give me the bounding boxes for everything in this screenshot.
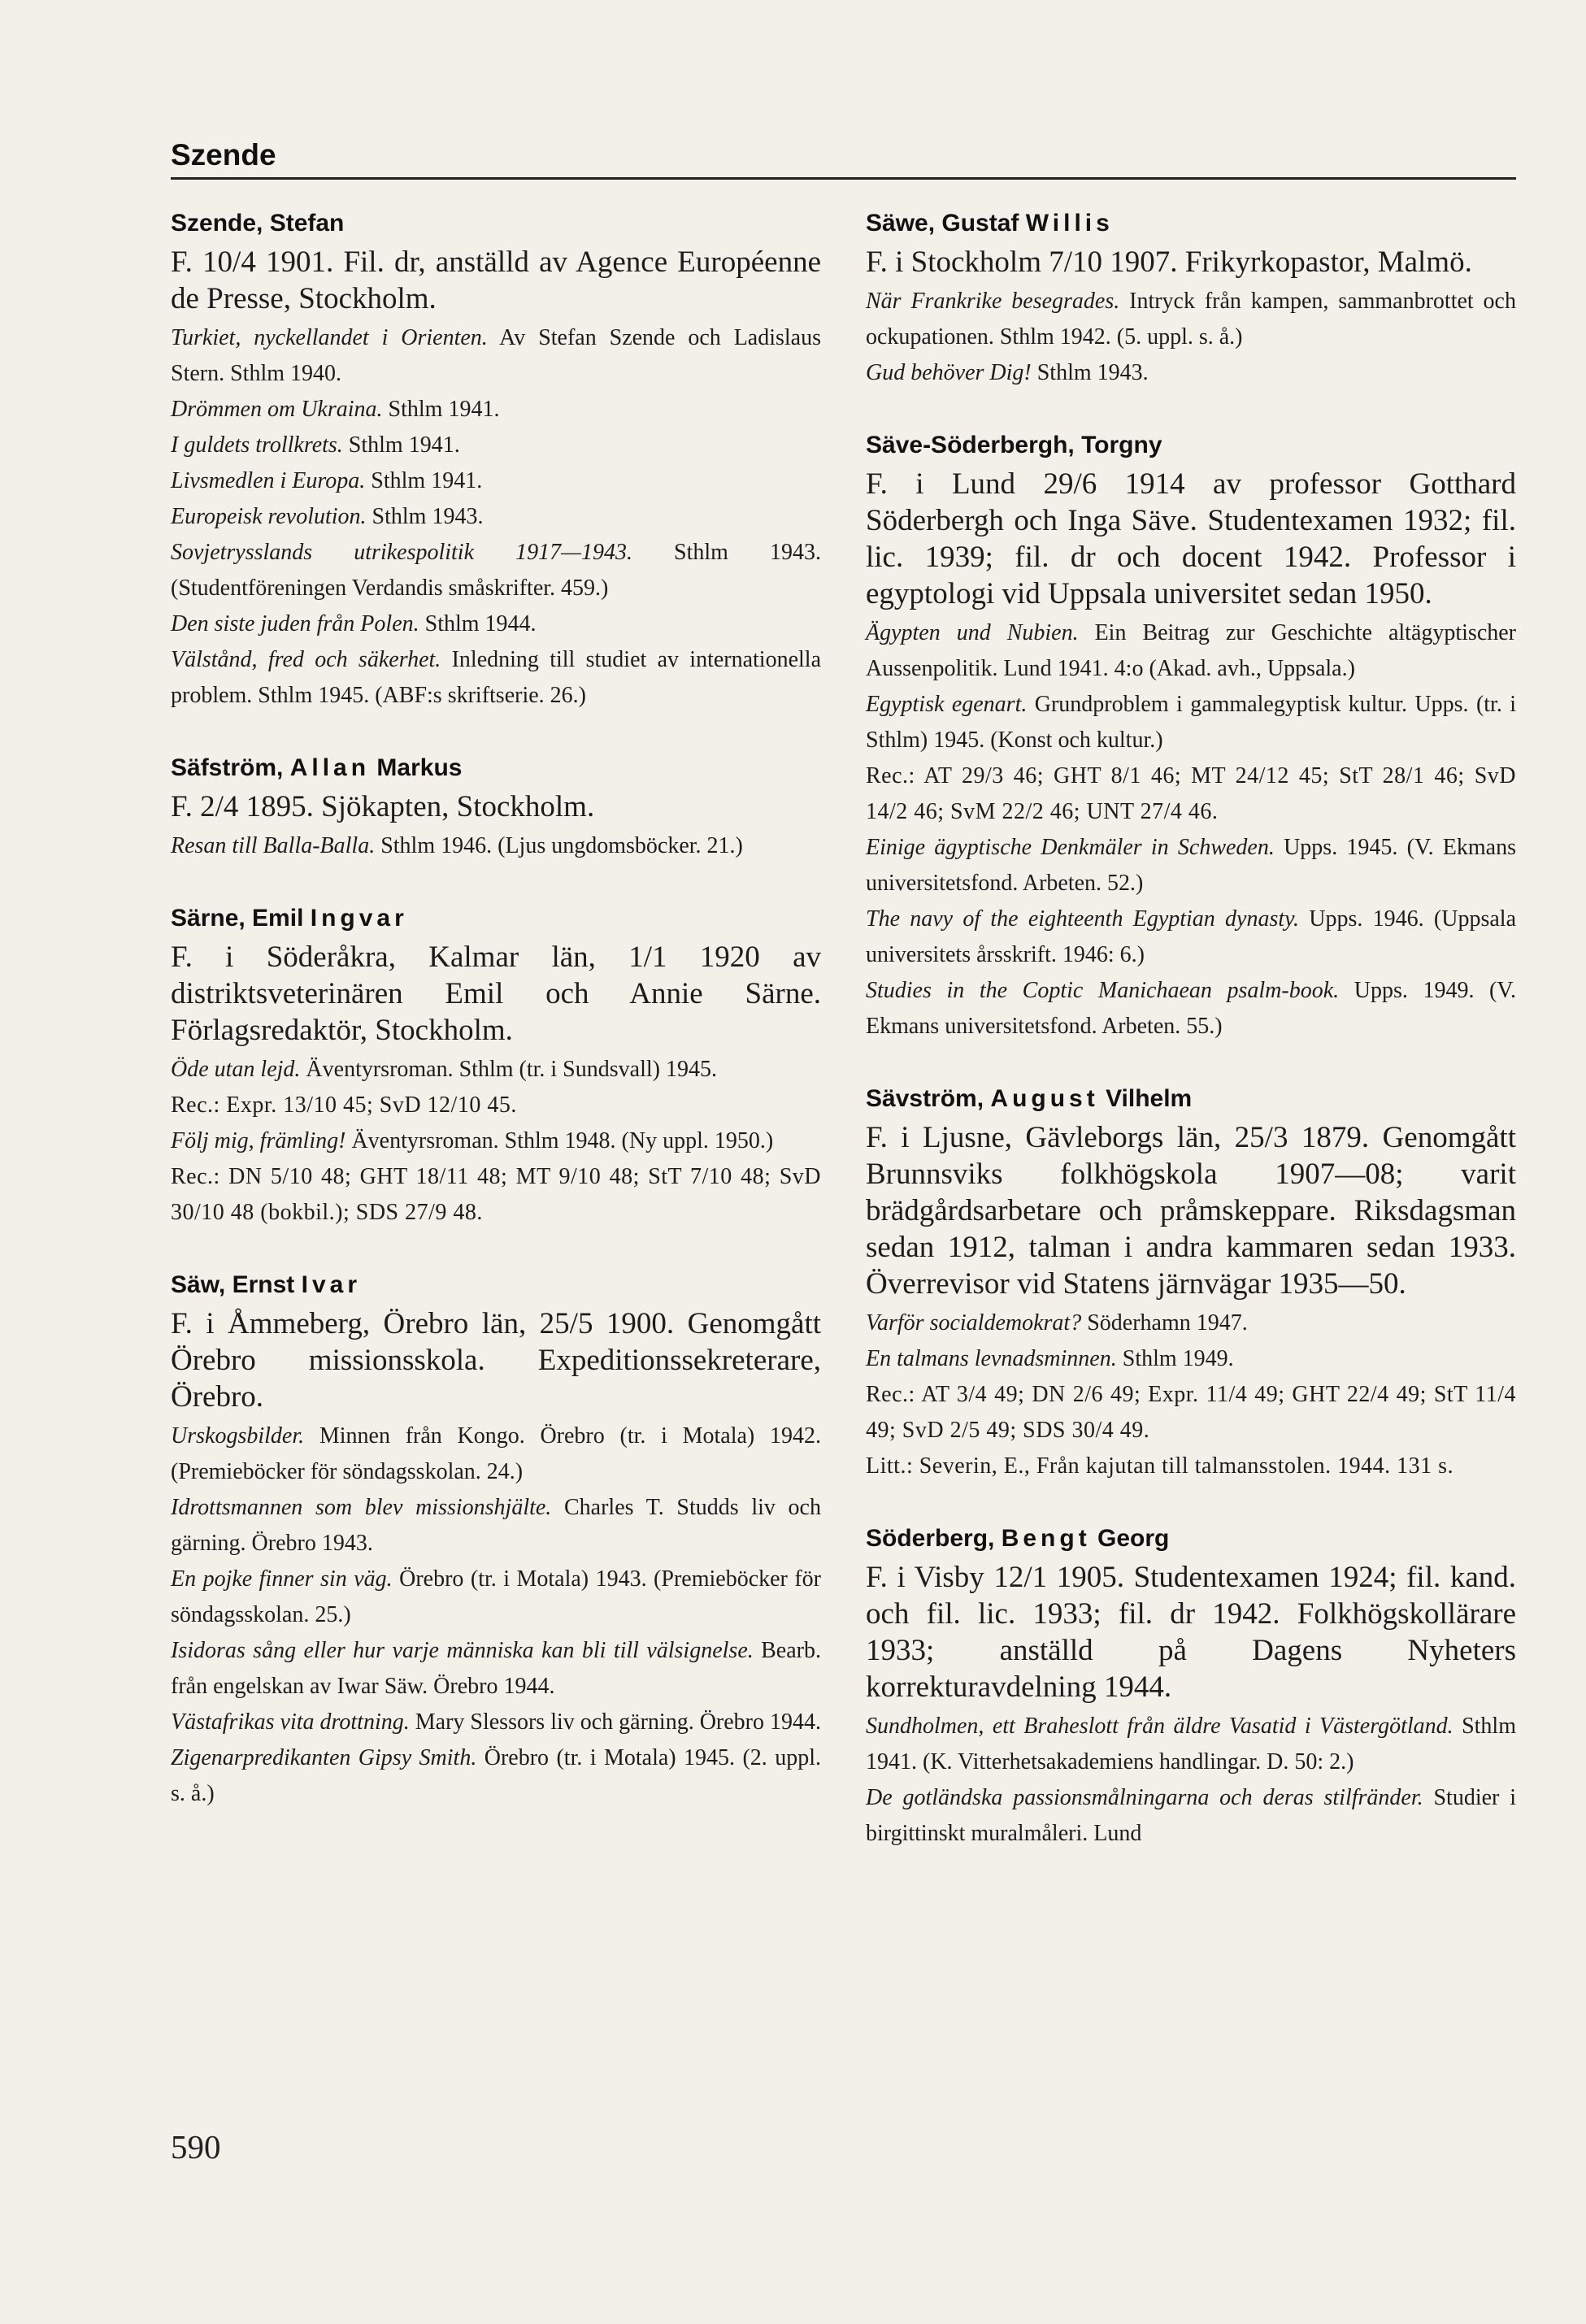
entry-bio: F. i Söderåkra, Kalmar län, 1/1 1920 av distriktsveterinären Emil och Annie Särne. Förlagsredaktör, Stockholm. <box>171 940 821 1047</box>
work-item: Sundholmen, ett Braheslott från äldre Vasatid i Västergötland. Sthlm 1941. (K. Vitterhetsakademiens handlingar. D. 50: 2.) <box>866 1714 1516 1774</box>
work-item: Följ mig, främling! Äventyrsroman. Sthlm 1948. (Ny uppl. 1950.) <box>171 1128 774 1153</box>
entry-bio: F. 10/4 1901. Fil. dr, anställd av Agence Européenne de Presse, Stockholm. <box>171 245 821 315</box>
entry-bio: F. i Lund 29/6 1914 av professor Gotthard Söderbergh och Inga Säve. Studentexamen 1932; fil. lic. 1939; fil. dr och docent 1942. Professor i egyptologi vid Uppsala universitet sedan 1950. <box>866 467 1516 610</box>
work-item: En talmans levnadsminnen. Sthlm 1949. <box>866 1346 1234 1371</box>
work-item: Egyptisk egenart. Grundproblem i gammalegyptisk kultur. Upps. (tr. i Sthlm) 1945. (Konst och kultur.) <box>866 692 1517 753</box>
entry-saw <box>171 1271 821 1812</box>
entry-savstrom <box>866 1085 1516 1484</box>
work-item: Turkiet, nyckellandet i Orienten. Av Stefan Szende och Ladislaus Stern. Sthlm 1940. <box>171 325 821 386</box>
work-item: En pojke finner sin väg. Örebro (tr. i Motala) 1943. (Premieböcker för söndagsskolan. 25.) <box>171 1566 821 1627</box>
right-column <box>866 210 1516 1892</box>
entry-bio: F. i Visby 12/1 1905. Studentexamen 1924; fil. kand. och fil. lic. 1933; fil. dr 1942. Folkhögskollärare 1933; anställd på Dagens Nyheters korrekturavdelning 1944. <box>866 1561 1516 1704</box>
work-item: De gotländska passionsmålningarna och deras stilfränder. Studier i birgittinskt muralmåleri. Lund <box>866 1785 1516 1846</box>
entry-bio: F. i Åmmeberg, Örebro län, 25/5 1900. Genomgått Örebro missionsskola. Expeditionssekreterare, Örebro. <box>171 1307 821 1414</box>
work-item: Isidoras sång eller hur varje människa kan bli till välsignelse. Bearb. från engelskan av Iwar Säw. Örebro 1944. <box>171 1638 821 1699</box>
work-item: Idrottsmannen som blev missionshjälte. Charles T. Studds liv och gärning. Örebro 1943. <box>171 1495 821 1556</box>
entry-name: Säwe, Gustaf Willis <box>866 210 1114 237</box>
entry-sawe <box>866 210 1516 391</box>
page-number: 590 <box>171 2128 221 2165</box>
entry-bio: F. i Ljusne, Gävleborgs län, 25/3 1879. Genomgått Brunnsviks folkhögskola 1907—08; varit brädgårdsarbetare och pråmskeppare. Riksdagsman sedan 1912, talman i andra kammaren sedan 1933. Överrevisor vid Statens järnvägar 1935—50. <box>866 1121 1516 1301</box>
entry-name: Szende, Stefan <box>171 210 345 237</box>
entry-name: Söderberg, Bengt Georg <box>866 1525 1170 1552</box>
work-item: Välstånd, fred och säkerhet. Inledning till studiet av internationella problem. Sthlm 1945. (ABF:s skriftserie. 26.) <box>171 647 821 708</box>
work-item: Gud behöver Dig! Sthlm 1943. <box>866 360 1149 385</box>
work-item: Ägypten und Nubien. Ein Beitrag zur Geschichte altägyptischer Aussenpolitik. Lund 1941. 4:o (Akad. avh., Uppsala.) <box>866 620 1516 681</box>
entry-name: Särne, Emil Ingvar <box>171 905 408 932</box>
entry-name: Säfström, Allan Markus <box>171 754 463 781</box>
work-item: Öde utan lejd. Äventyrsroman. Sthlm (tr. i Sundsvall) 1945. <box>171 1057 717 1082</box>
work-item: Livsmedlen i Europa. Sthlm 1941. <box>171 468 483 493</box>
work-item: Drömmen om Ukraina. Sthlm 1941. <box>171 397 500 422</box>
literature-note: Litt.: Severin, E., Från kajutan till talmansstolen. 1944. 131 s. <box>866 1453 1454 1479</box>
entry-sarne <box>171 905 821 1231</box>
work-item: När Frankrike besegrades. Intryck från kampen, sammanbrottet och ockupationen. Sthlm 1942. (5. uppl. s. å.) <box>866 289 1516 350</box>
entry-safstrom <box>171 754 821 864</box>
review-list: Rec.: AT 29/3 46; GHT 8/1 46; MT 24/12 45; StT 28/1 46; SvD 14/2 46; SvM 22/2 46; UNT 27/4 46. <box>866 763 1516 824</box>
work-item: Den siste juden från Polen. Sthlm 1944. <box>171 611 537 636</box>
entry-save-soderbergh <box>866 432 1516 1045</box>
work-item: Varför socialdemokrat? Söderhamn 1947. <box>866 1310 1248 1336</box>
entry-szende <box>171 210 821 714</box>
work-item: The navy of the eighteenth Egyptian dynasty. Upps. 1946. (Uppsala universitets årsskrift. 1946: 6.) <box>866 906 1516 967</box>
review-list: Rec.: Expr. 13/10 45; SvD 12/10 45. <box>171 1092 517 1118</box>
page-header <box>171 137 1516 180</box>
running-head: Szende <box>171 138 276 172</box>
work-item: Resan till Balla-Balla. Sthlm 1946. (Ljus ungdomsböcker. 21.) <box>171 833 743 858</box>
work-item: Europeisk revolution. Sthlm 1943. <box>171 504 484 529</box>
review-list: Rec.: DN 5/10 48; GHT 18/11 48; MT 9/10 48; StT 7/10 48; SvD 30/10 48 (bokbil.); SDS 27/9 48. <box>171 1164 821 1225</box>
left-column <box>171 210 821 1853</box>
entry-soderberg <box>866 1525 1516 1852</box>
work-item: Einige ägyptische Denkmäler in Schweden. Upps. 1945. (V. Ekmans universitetsfond. Arbeten. 52.) <box>866 835 1517 896</box>
entry-bio: F. i Stockholm 7/10 1907. Frikyrkopastor, Malmö. <box>866 245 1472 279</box>
review-list: Rec.: AT 3/4 49; DN 2/6 49; Expr. 11/4 49; GHT 22/4 49; StT 11/4 49; SvD 2/5 49; SDS 30/4 49. <box>866 1382 1516 1443</box>
work-item: Urskogsbilder. Minnen från Kongo. Örebro (tr. i Motala) 1942. (Premieböcker för söndagsskolan. 24.) <box>171 1423 821 1484</box>
work-item: Studies in the Coptic Manichaean psalm-book. Upps. 1949. (V. Ekmans universitetsfond. Arbeten. 55.) <box>866 978 1516 1039</box>
work-item: Västafrikas vita drottning. Mary Slessors liv och gärning. Örebro 1944. <box>171 1709 822 1735</box>
work-item: Zigenarpredikanten Gipsy Smith. Örebro (tr. i Motala) 1945. (2. uppl. s. å.) <box>171 1745 821 1806</box>
work-item: Sovjetrysslands utrikespolitik 1917—1943. Sthlm 1943. (Studentföreningen Verdandis småskrifter. 459.) <box>171 540 821 601</box>
entry-name: Säve-Söderbergh, Torgny <box>866 432 1162 458</box>
entry-bio: F. 2/4 1895. Sjökapten, Stockholm. <box>171 790 595 823</box>
entry-name: Sävström, August Vilhelm <box>866 1085 1193 1112</box>
entry-name: Säw, Ernst Ivar <box>171 1271 361 1298</box>
work-item: I guldets trollkrets. Sthlm 1941. <box>171 432 460 458</box>
